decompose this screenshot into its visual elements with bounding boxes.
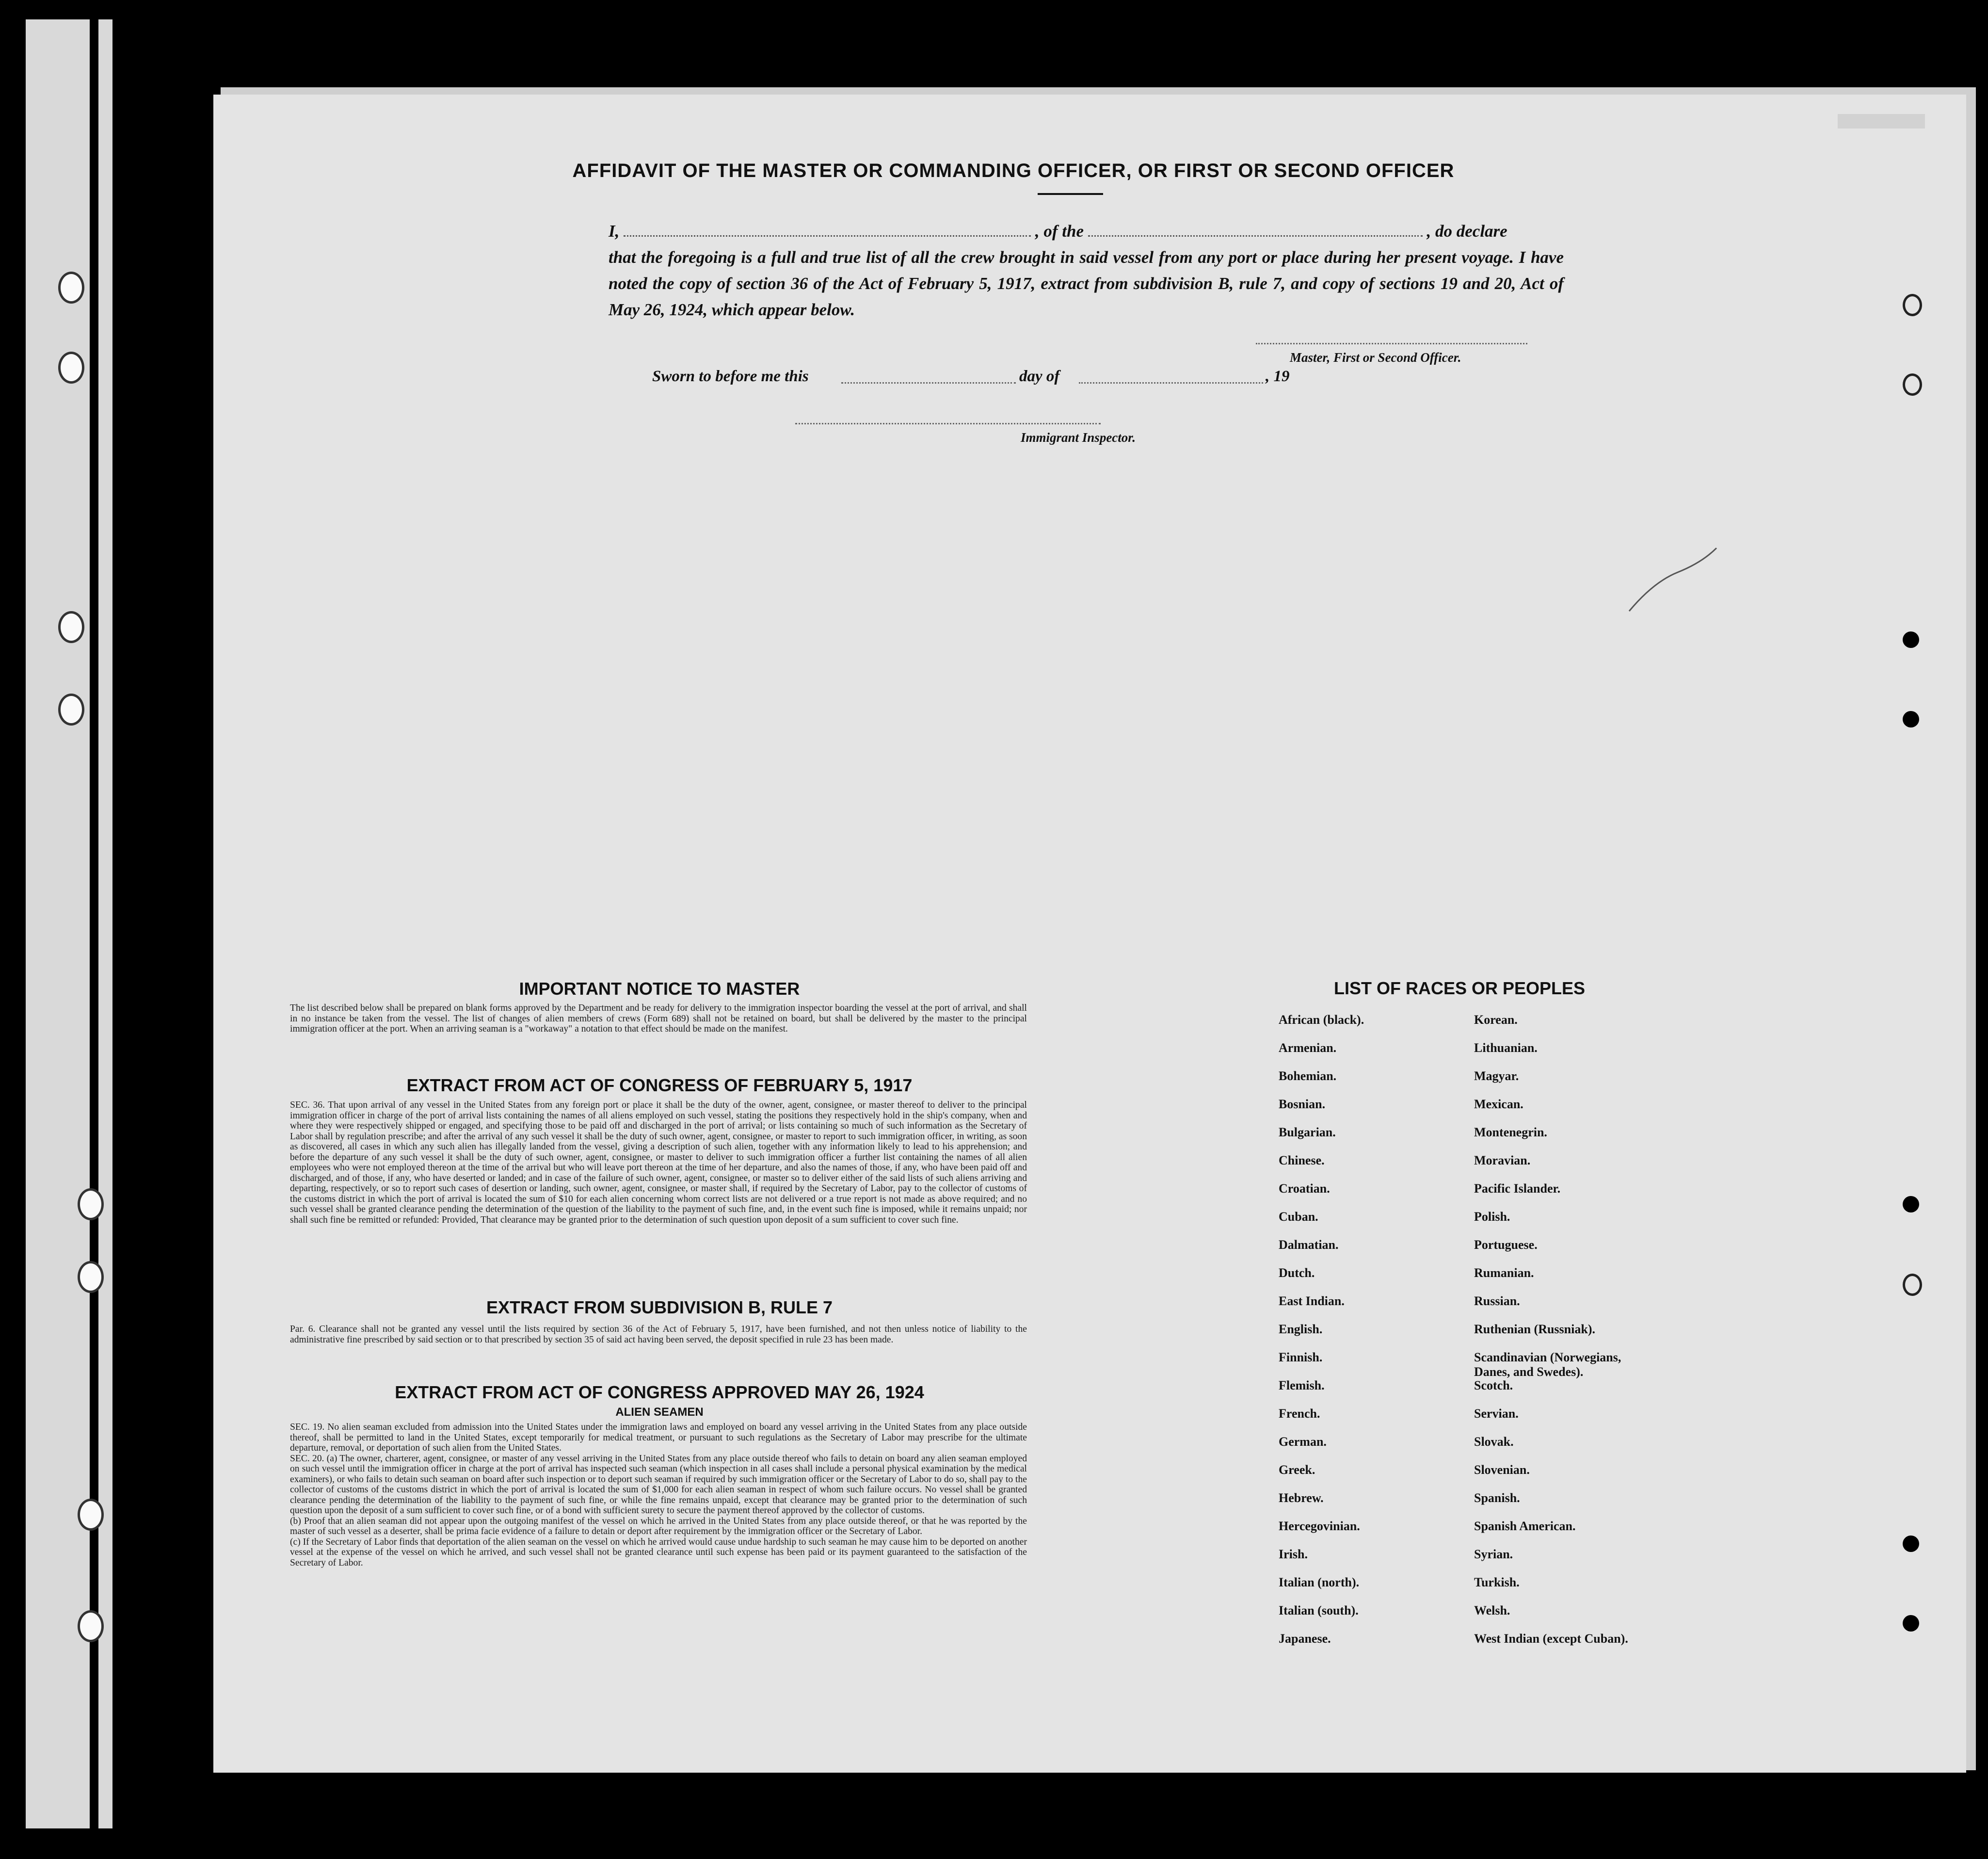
race-item: Pacific Islander. [1474, 1181, 1561, 1196]
race-item: Slovenian. [1474, 1463, 1530, 1477]
title-underline [1038, 193, 1103, 195]
master-signature-line[interactable] [1256, 342, 1527, 344]
extract-1924-text [290, 1422, 1027, 1568]
extract-rule7-text: Par. 6. Clearance shall not be granted any vessel until the lists required by section 36 of the Act of February 5, 1917, have been furnished, and not then unless notice of liability to the administrative fine prescribed by said section or to that prescribed by section 35 of said act having been served, the deposit specified in rule 23 has been made. [290, 1324, 1027, 1345]
race-item: Finnish. [1279, 1350, 1323, 1364]
master-label: Master, First or Second Officer. [1290, 350, 1461, 365]
sworn-month-blank[interactable] [1079, 381, 1263, 384]
affidavit-first-line [609, 218, 1564, 244]
alien-seamen-subheading: ALIEN SEAMEN [615, 1406, 704, 1419]
inspector-label: Immigrant Inspector. [1021, 430, 1136, 445]
race-item: Hercegovinian. [1279, 1519, 1360, 1533]
binder-ring [58, 352, 84, 384]
race-item: Cuban. [1279, 1210, 1318, 1224]
races-column-1 [1279, 1013, 1364, 1660]
binder-ring [78, 1610, 104, 1642]
race-item: Croatian. [1279, 1181, 1330, 1196]
sec-20a-text: SEC. 20. (a) The owner, charterer, agent, consignee, or master of any vessel arriving in the United States from any place outside thereof who fails to detain on board any alien seaman employed on such vessel until the immigration officer in charge at the port of arrival has inspected such seaman (which inspection in all cases shall include a personal physical examination by the medical examiners), or who fails to detain such seaman on board after such inspection or to deport such seaman if required by such immigration officer or the Secretary of Labor to do so, shall pay to the collector of customs of the customs district in which the port of arrival is located the sum of $1,000 for each alien seaman in respect of whom such failure occurs. No vessel shall be granted clearance pending the determination of the liability to the payment of such fine, or while the fine remains unpaid, except that clearance may be granted prior to the determination of such question upon the deposit of a sum sufficient to cover such fine, or of a bond with sufficient surety to secure the payment thereof approved by the collector of customs. [290, 1453, 1027, 1516]
race-item: Italian (south). [1279, 1603, 1359, 1617]
race-item: Bohemian. [1279, 1069, 1337, 1083]
extract-1917-heading: EXTRACT FROM ACT OF CONGRESS OF FEBRUARY 5, 1917 [406, 1075, 913, 1095]
race-item: Scandinavian (Norwegians, Danes, and Swedes). [1474, 1350, 1621, 1379]
race-item: Dalmatian. [1279, 1238, 1339, 1252]
race-item: Lithuanian. [1474, 1041, 1538, 1055]
extract-rule7-heading: EXTRACT FROM SUBDIVISION B, RULE 7 [486, 1297, 833, 1317]
sec-19-text: SEC. 19. No alien seaman excluded from admission into the United States under the immigration laws and employed on board any vessel arriving in the United States from any place outside thereof, shall be permitted to land in the United States, except temporarily for medical treatment, or pursuant to such regulations as the Secretary of Labor may prescribe for the ultimate departure, removal, or deportation of such alien from the United States. [290, 1422, 1027, 1453]
sec-20b-text: (b) Proof that an alien seaman did not appear upon the outgoing manifest of the vessel on which he arrived in the United States from any place outside thereof, or that he was reported by the master of such vessel as a deserter, shall be prima facie evidence of a failure to detain or deport after requirement by the immigration officer or the Secretary of Labor. [290, 1516, 1027, 1536]
race-item: Slovak. [1474, 1435, 1514, 1449]
binder-edge [90, 19, 98, 1828]
hole-punch [1903, 294, 1922, 316]
race-item: Mexican. [1474, 1097, 1523, 1111]
race-item: Korean. [1474, 1013, 1518, 1027]
race-item: East Indian. [1279, 1294, 1345, 1308]
extract-1917-text: SEC. 36. That upon arrival of any vessel in the United States from any foreign port or place it shall be the duty of the owner, agent, consignee, or master thereof to deliver to the principal immigration officer in charge of the port of arrival lists containing the names of all aliens employed on such vessel, stating the positions they respectively hold in the ship's company, when and where they were respectively shipped or engaged, and specifying those to be paid off and discharged in the port of arrival; or lists containing so much of such information as the Secretary of Labor shall by regulation prescribe; and after the arrival of any such vessel it shall be the duty of such owner, agent, consignee, or master to report to such immigration officer, in writing, as soon as discovered, all cases in which any such alien has illegally landed from the vessel, giving a description of such alien, together with any information likely to lead to his apprehension; and before the departure of any such vessel it shall be the duty of such owner, agent, consignee, or master to deliver to such immigration officer a further list containing the names of all alien employees who were not employed thereon at the time of the arrival but who will leave port thereon at the time of her departure, and also the names of those, if any, who have been paid off and discharged, and of those, if any, who have deserted or landed; and in case of the failure of such owner, agent, consignee, or master so to deliver either of the said lists of such aliens arriving and departing, respectively, or so to report such cases of desertion or landing, such owner, agent, consignee, or master shall, if required by the Secretary of Labor, pay to the collector of customs of the customs district in which the port of arrival is located the sum of $10 for each alien concerning whom correct lists are not delivered or a true report is not made as above required; and no such vessel shall be granted clearance pending the determination of the question of the liability to the payment of such fine, and, in the event such fine is imposed, while it remains unpaid; nor shall such fine be remitted or refunded: Provided, That clearance may be granted prior to the determination of such question upon deposit of a sum sufficient to cover such fine. [290, 1100, 1027, 1225]
hole-punch [1903, 1536, 1919, 1552]
race-item: Spanish. [1474, 1491, 1520, 1505]
sworn-day-blank[interactable] [841, 381, 1016, 384]
race-item: Welsh. [1474, 1603, 1510, 1617]
binder-ring [78, 1499, 104, 1531]
extract-1924-heading: EXTRACT FROM ACT OF CONGRESS APPROVED MAY 26, 1924 [395, 1382, 924, 1402]
notice-text: The list described below shall be prepared on blank forms approved by the Department and be ready for delivery to the immigration inspector boarding the vessel at the port of arrival, and shall in no instance be taken from the vessel. The list of changes of alien members of crews (Form 689) shall not be retained on board, but shall be delivered by the master to the principal immigration officer at the port. When an arriving seaman is a "workaway" a notation to that effect should be made on the manifest. [290, 1003, 1027, 1034]
binder-edge [112, 19, 121, 1828]
race-item: West Indian (except Cuban). [1474, 1632, 1628, 1646]
race-item: Bulgarian. [1279, 1125, 1336, 1139]
race-item: English. [1279, 1322, 1323, 1336]
race-item: Moravian. [1474, 1153, 1531, 1167]
affidavit-block [609, 218, 1564, 323]
name-blank[interactable] [624, 226, 1031, 237]
affidavit-title: AFFIDAVIT OF THE MASTER OR COMMANDING OFFICER, OR FIRST OR SECOND OFFICER [572, 160, 1455, 181]
race-item: Servian. [1474, 1406, 1519, 1421]
race-item: Dutch. [1279, 1266, 1315, 1280]
hole-punch [1903, 1196, 1919, 1212]
race-item: Polish. [1474, 1210, 1510, 1224]
race-item: Flemish. [1279, 1378, 1325, 1392]
day-of-label: day of [1019, 368, 1060, 385]
race-item: German. [1279, 1435, 1327, 1449]
hole-punch [1903, 373, 1922, 396]
affidavit-i: I, [609, 222, 620, 241]
race-item: Bosnian. [1279, 1097, 1326, 1111]
hole-punch [1903, 1274, 1922, 1296]
race-item: French. [1279, 1406, 1320, 1421]
binder-ring [58, 611, 84, 643]
race-item: African (black). [1279, 1013, 1364, 1027]
race-item: Montenegrin. [1474, 1125, 1547, 1139]
races-heading: LIST OF RACES OR PEOPLES [1333, 978, 1586, 998]
race-item: Ruthenian (Russniak). [1474, 1322, 1595, 1336]
binder-ring [58, 694, 84, 726]
sec-20c-text: (c) If the Secretary of Labor finds that deportation of the alien seaman on the vessel on which he arrived would cause undue hardship to such seaman he may cause him to be deported on another vessel at the expense of the vessel on which he arrived, and such vessel shall not be granted clearance until such expense has been paid or its payment guaranteed to the satisfaction of the Secretary of Labor. [290, 1536, 1027, 1568]
race-item: Turkish. [1474, 1575, 1520, 1589]
sworn-label: Sworn to before me this [652, 368, 809, 385]
affidavit-declare: , do declare [1427, 222, 1507, 241]
race-item: Rumanian. [1474, 1266, 1534, 1280]
inspector-signature-line[interactable] [795, 422, 1101, 424]
race-item: Italian (north). [1279, 1575, 1360, 1589]
year-label: , 19 [1266, 368, 1290, 385]
race-item: Russian. [1474, 1294, 1520, 1308]
race-item: Scotch. [1474, 1378, 1513, 1392]
affidavit-of-the: , of the [1035, 222, 1084, 241]
binder-ring [78, 1261, 104, 1293]
hole-punch [1903, 1615, 1919, 1632]
affidavit-body: that the foregoing is a full and true list of all the crew brought in said vessel from any port or place during her present voyage. I have noted the copy of section 36 of the Act of February 5, 1917, extract from subdivision B, rule 7, and copy of sections 19 and 20, Act of May 26, 1924, which appear below. [609, 248, 1564, 319]
binder-ring [78, 1188, 104, 1220]
notice-heading: IMPORTANT NOTICE TO MASTER [519, 979, 800, 999]
race-item: Greek. [1279, 1463, 1315, 1477]
race-item: Syrian. [1474, 1547, 1513, 1561]
binder-edge [17, 19, 26, 1828]
binder-ring [58, 272, 84, 304]
vessel-blank[interactable] [1088, 226, 1423, 237]
race-item: Japanese. [1279, 1632, 1331, 1646]
races-column-2 [1474, 1013, 1658, 1660]
hole-punch [1903, 711, 1919, 727]
race-item: Armenian. [1279, 1041, 1337, 1055]
hole-punch [1903, 631, 1919, 648]
race-item: Hebrew. [1279, 1491, 1324, 1505]
race-item: Chinese. [1279, 1153, 1325, 1167]
race-item: Irish. [1279, 1547, 1308, 1561]
race-item: Magyar. [1474, 1069, 1519, 1083]
bleed-through-area [1828, 114, 1935, 1520]
pen-stroke-mark [1624, 543, 1721, 616]
race-item: Spanish American. [1474, 1519, 1576, 1533]
race-item: Portuguese. [1474, 1238, 1538, 1252]
